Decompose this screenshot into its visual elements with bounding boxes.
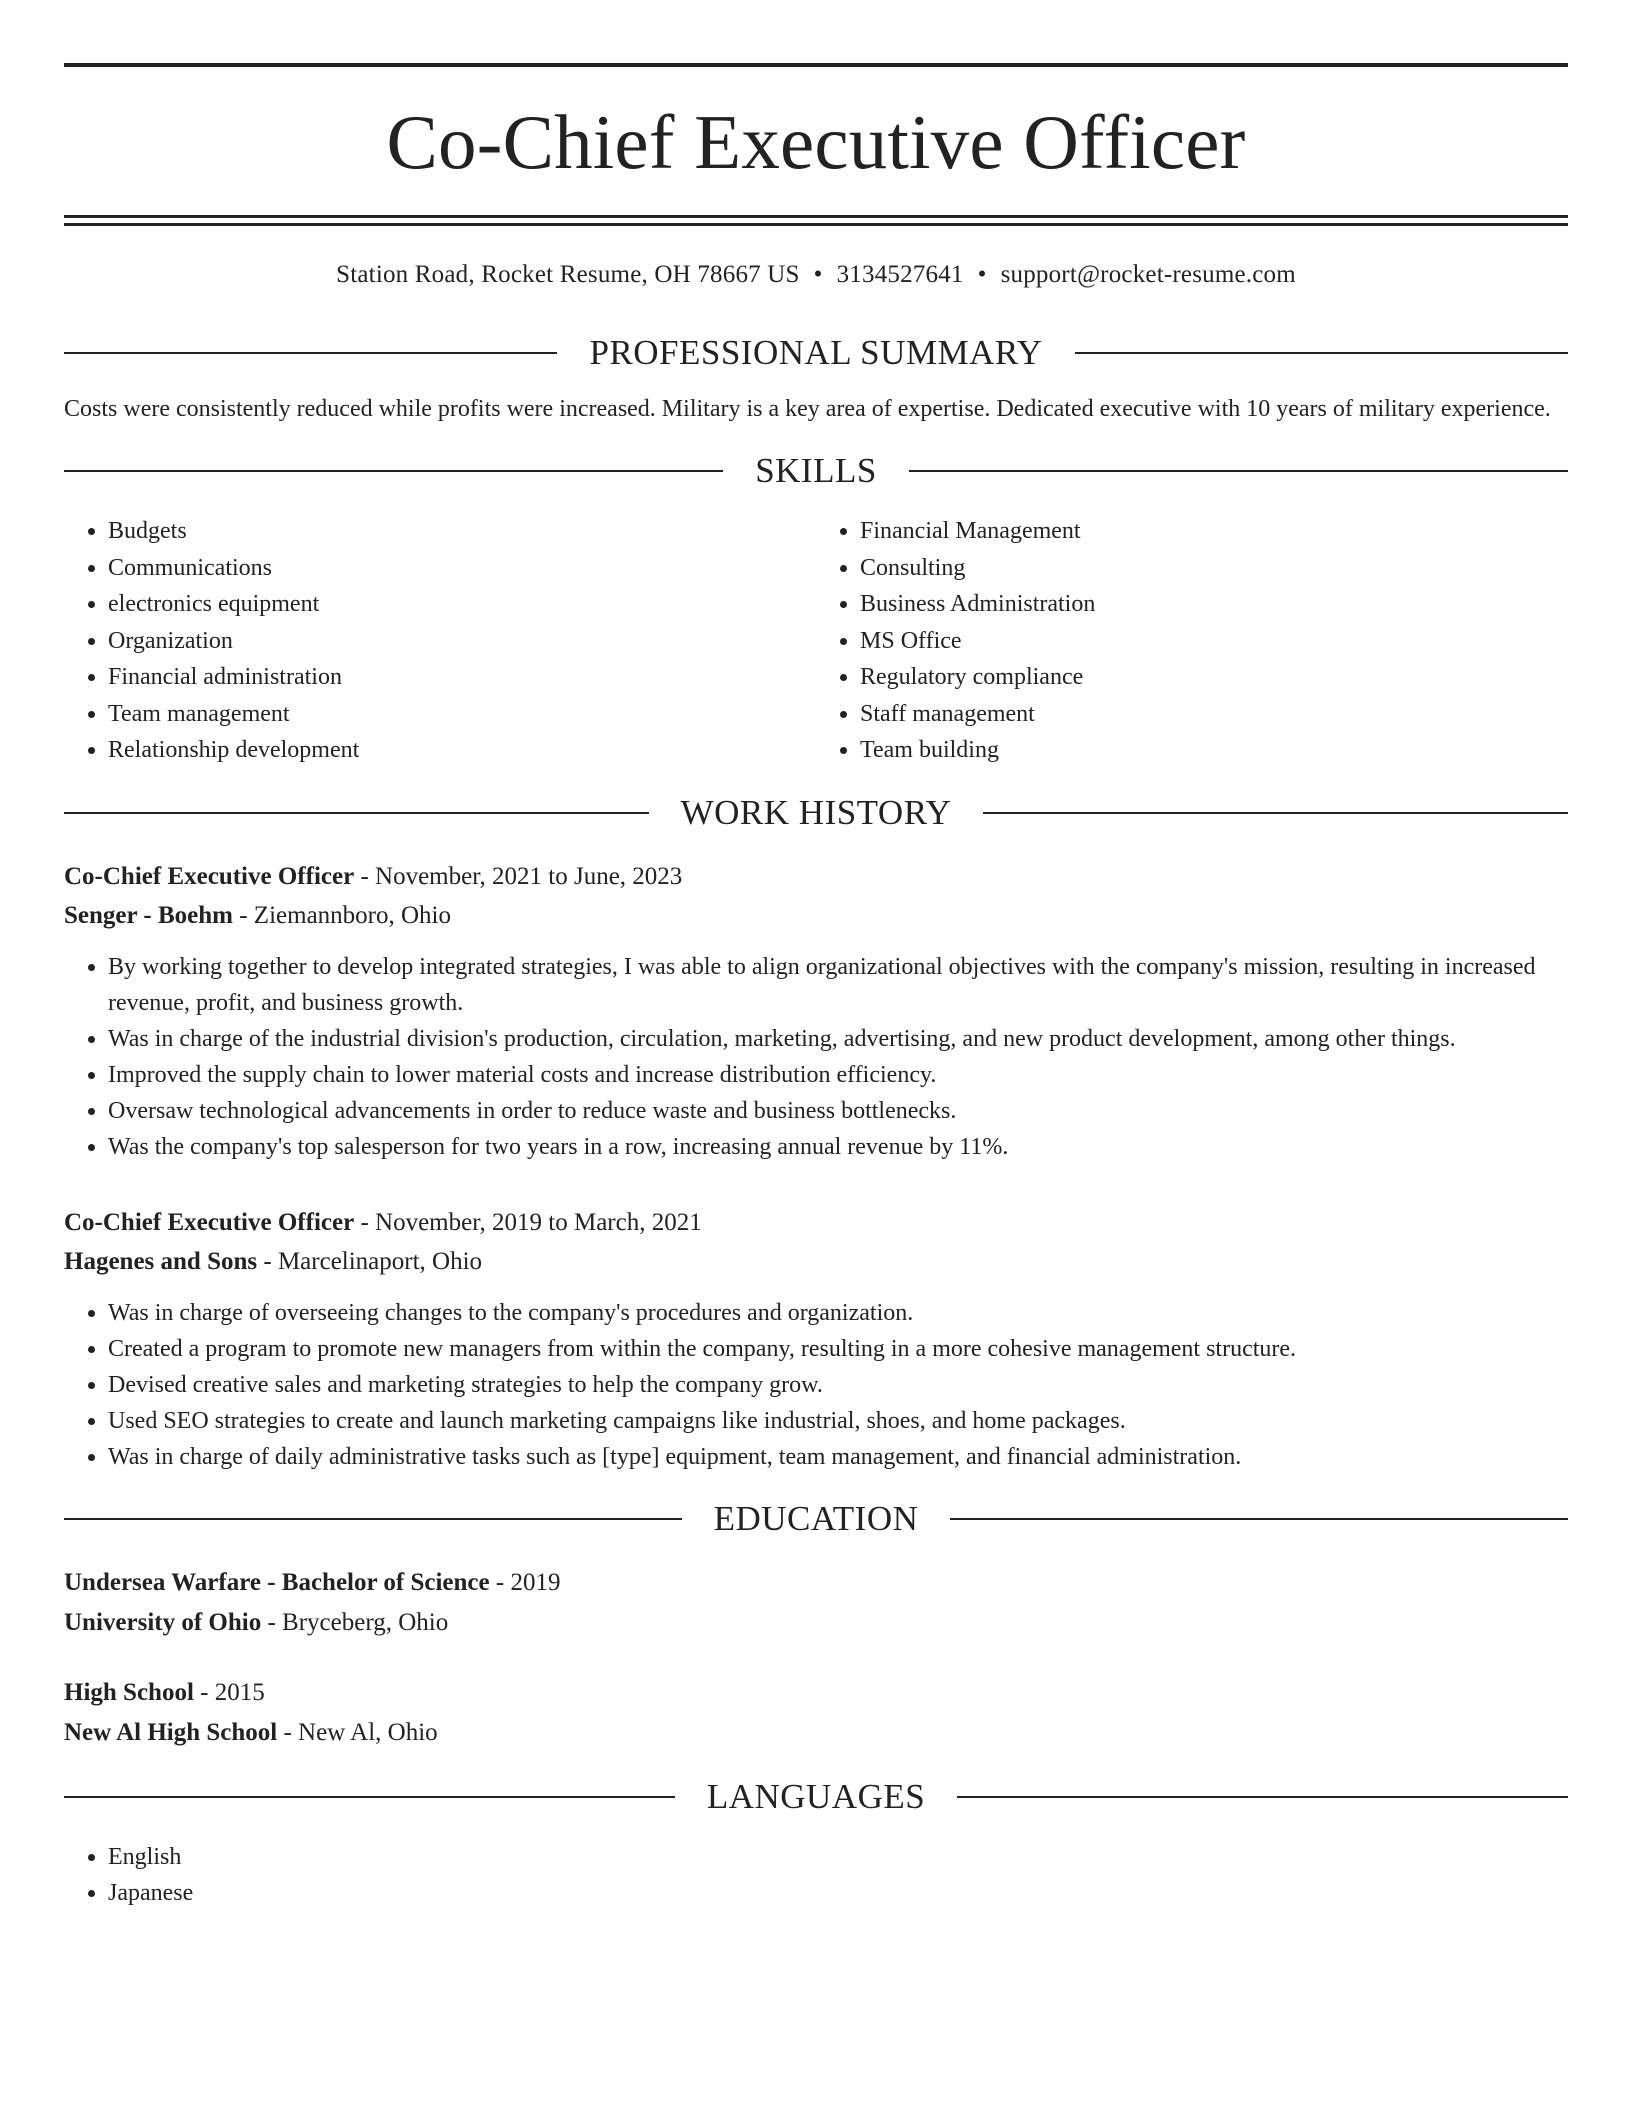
- education-entry: [64, 1673, 1568, 1753]
- job-bullet: • Was in charge of daily administrative tasks such as [type] equipment, team management, and financial administration.: [108, 1439, 1568, 1475]
- language-item: • Japanese: [108, 1875, 1568, 1911]
- job-company: Senger - Boehm: [64, 901, 233, 929]
- skills-column-left: [64, 513, 816, 769]
- skill-item: • Team management: [108, 696, 816, 733]
- skill-item: • Relationship development: [108, 732, 816, 769]
- section-heading-work: [64, 791, 1568, 835]
- skill-item: • Business Administration: [860, 586, 1568, 623]
- section-title: SKILLS: [755, 451, 877, 490]
- section-title: EDUCATION: [713, 1498, 919, 1538]
- education-degree-line: [64, 1563, 1568, 1603]
- heading-rule: [64, 352, 557, 354]
- resume-name: Co-Chief Executive Officer: [386, 99, 1246, 185]
- job-bullet: • By working together to develop integrated strategies, I was able to align organizational objectives with the company's mission, resulting in increased revenue, profit, and business growth.: [108, 949, 1568, 1021]
- skill-item: • Staff management: [860, 696, 1568, 733]
- section-heading-education: [64, 1497, 1568, 1541]
- job-bullets: [64, 1295, 1568, 1475]
- heading-rule: [957, 1796, 1568, 1798]
- divider-rule: [64, 223, 1568, 226]
- education-degree: High School: [64, 1678, 194, 1706]
- heading-rule: [983, 812, 1568, 814]
- section-heading-languages: [64, 1775, 1568, 1819]
- section-title: LANGUAGES: [706, 1776, 926, 1816]
- contact-address: Station Road, Rocket Resume, OH 78667 US: [336, 261, 800, 288]
- education-school: University of Ohio: [64, 1608, 262, 1636]
- job-bullet: • Was in charge of the industrial division's production, circulation, marketing, advertising, and new product development, among other things.: [108, 1021, 1568, 1057]
- skill-item: • Team building: [860, 732, 1568, 769]
- job-location: - Ziemannboro, Ohio: [232, 901, 451, 929]
- skill-item: • electronics equipment: [108, 586, 816, 623]
- job-bullet: • Created a program to promote new managers from within the company, resulting in a more cohesive management structure.: [108, 1331, 1568, 1367]
- job-bullet: • Improved the supply chain to lower material costs and increase distribution efficiency.: [108, 1057, 1568, 1093]
- education-degree-line: [64, 1673, 1568, 1713]
- job-bullet: • Devised creative sales and marketing strategies to help the company grow.: [108, 1367, 1568, 1403]
- education-school-line: [64, 1713, 1568, 1753]
- separator-dot: •: [977, 261, 987, 288]
- heading-rule: [1075, 352, 1568, 354]
- job-company-line: [64, 896, 1568, 935]
- education-degree: Undersea Warfare - Bachelor of Science: [64, 1568, 490, 1596]
- skills-column-right: [816, 513, 1568, 769]
- skill-item: • Financial Management: [860, 513, 1568, 550]
- heading-rule: [909, 470, 1568, 472]
- job-title-line: [64, 857, 1568, 896]
- skill-item: • Consulting: [860, 550, 1568, 587]
- heading-rule: [950, 1518, 1568, 1520]
- section-heading-summary: [64, 331, 1568, 375]
- summary-text: Costs were consistently reduced while profits were increased. Military is a key area of expertise. Dedicated executive with 10 years of military experience.: [64, 396, 1551, 422]
- contact-email: support@rocket-resume.com: [1000, 261, 1296, 288]
- heading-rule: [64, 812, 649, 814]
- section-title: PROFESSIONAL SUMMARY: [589, 333, 1043, 372]
- education-school: New Al High School: [64, 1718, 278, 1746]
- job-title-line: [64, 1203, 1568, 1242]
- heading-rule: [64, 470, 723, 472]
- job-bullets: [64, 949, 1568, 1165]
- contact-phone: 3134527641: [836, 261, 964, 288]
- education-location: - New Al, Ohio: [277, 1718, 438, 1746]
- job-entry: [64, 857, 1568, 1165]
- education-school-line: [64, 1603, 1568, 1643]
- job-bullet: • Was the company's top salesperson for two years in a row, increasing annual revenue by 11%.: [108, 1129, 1568, 1165]
- education-year: - 2019: [489, 1568, 561, 1596]
- languages-list: [64, 1839, 1568, 1911]
- section-heading-skills: [64, 449, 1568, 493]
- education-entry: [64, 1563, 1568, 1643]
- separator-dot: •: [813, 261, 823, 288]
- skill-item: • Financial administration: [108, 659, 816, 696]
- job-company-line: [64, 1242, 1568, 1281]
- education-year: - 2015: [193, 1678, 265, 1706]
- skills-list: [64, 513, 1568, 769]
- job-title: Co-Chief Executive Officer: [64, 1208, 355, 1236]
- heading-rule: [64, 1518, 682, 1520]
- job-dates: - November, 2021 to June, 2023: [354, 862, 683, 890]
- contact-line: [64, 259, 1568, 291]
- job-company: Hagenes and Sons: [64, 1247, 258, 1275]
- job-location: - Marcelinaport, Ohio: [257, 1247, 483, 1275]
- skill-item: • Regulatory compliance: [860, 659, 1568, 696]
- divider-rule: [64, 215, 1568, 218]
- job-bullet: • Used SEO strategies to create and launch marketing campaigns like industrial, shoes, and home packages.: [108, 1403, 1568, 1439]
- language-item: • English: [108, 1839, 1568, 1875]
- section-title: WORK HISTORY: [680, 792, 952, 832]
- skill-item: • MS Office: [860, 623, 1568, 660]
- job-bullet: • Oversaw technological advancements in order to reduce waste and business bottlenecks.: [108, 1093, 1568, 1129]
- job-dates: - November, 2019 to March, 2021: [354, 1208, 702, 1236]
- heading-rule: [64, 1796, 675, 1798]
- job-title: Co-Chief Executive Officer: [64, 862, 355, 890]
- skill-item: • Organization: [108, 623, 816, 660]
- job-bullet: • Was in charge of overseeing changes to the company's procedures and organization.: [108, 1295, 1568, 1331]
- skill-item: • Communications: [108, 550, 816, 587]
- job-entry: [64, 1203, 1568, 1475]
- skill-item: • Budgets: [108, 513, 816, 550]
- education-location: - Bryceberg, Ohio: [261, 1608, 449, 1636]
